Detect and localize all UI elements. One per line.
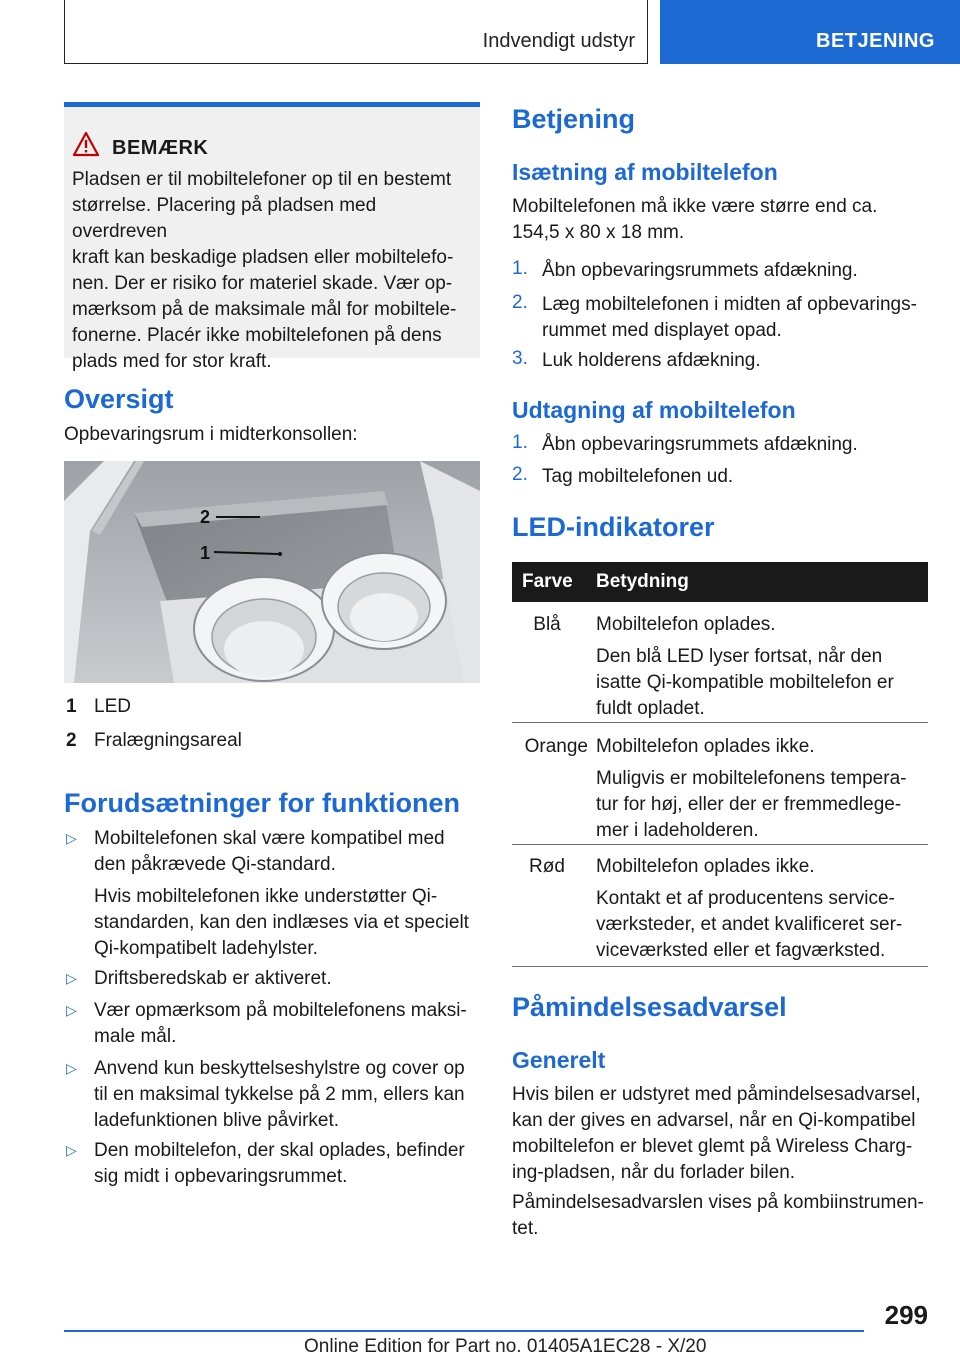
prereq-item-3: Vær opmærksom på mobiltelefonens maksi‐ male mål. — [94, 1000, 467, 1047]
forudsaetninger-heading: Forudsætninger for funktionen — [64, 788, 460, 818]
table-row-divider — [512, 966, 928, 967]
udtagning-heading: Udtagning af mobiltelefon — [512, 397, 796, 423]
triangle-bullet-icon: ▷ — [66, 1142, 77, 1158]
led-row-1-detail: Den blå LED lyser fortsat, når den isatte Qi-kompatible mobiltelefon er fuldt opladet. — [596, 646, 894, 719]
led-row-1-color: Blå — [533, 614, 561, 635]
figure-callout-1: 1 — [200, 543, 211, 563]
triangle-bullet-icon: ▷ — [66, 1060, 77, 1076]
column-header-betydning: Betydning — [596, 571, 689, 592]
table-row-divider — [512, 844, 928, 845]
step-number: 3. — [512, 348, 528, 369]
prereq-item-4: Anvend kun beskyttelseshylstre og cover op til en maksimal tykkelse på 2 mm, ellers kan ladefunktionen blive påvirket. — [94, 1058, 465, 1131]
udtagning-step-1: Åbn opbevaringsrummets afdækning. — [542, 434, 858, 455]
led-row-2-detail: Muligvis er mobiltelefonens tempera‐ tur for høj, eller der er fremmedlege‐ mer i ladeholderen. — [596, 768, 907, 841]
isaetning-step-1: Åbn opbevaringsrummets afdækning. — [542, 260, 858, 281]
warning-text: Pladsen er til mobiltelefoner op til en bestemt størrelse. Placering på pladsen med overdreven kraft kan beskadige pladsen eller mobiltelefo‐ nen. Der er risiko for materiel skade. Vær op‐ mærksom på de maksimale mål for mobiltele‐ fonerne. Placér ikke mobiltelefonen på dens plads med for stor kraft. — [72, 169, 457, 372]
header-chapter-tab — [660, 0, 960, 64]
step-number: 2. — [512, 464, 528, 485]
prereq-item-2: Driftsberedskab er aktiveret. — [94, 968, 332, 989]
caption-number-2: 2 — [66, 730, 77, 751]
udtagning-step-2: Tag mobiltelefonen ud. — [542, 466, 734, 487]
footer-edition: Online Edition for Part no. 01405A1EC28 - X/20 — [304, 1336, 707, 1357]
prereq-item-1-note: Hvis mobiltelefonen ikke understøtter Qi- standarden, kan den indlæses via et specielt Qi-kompatibelt ladehylster. — [94, 886, 469, 959]
page-number: 299 — [884, 1300, 928, 1330]
step-number: 1. — [512, 432, 528, 453]
header-section-tab — [64, 0, 648, 64]
figure-callout-2: 2 — [200, 507, 211, 527]
footer-divider — [64, 1330, 864, 1332]
led-row-3-detail: Kontakt et af producentens service‐ værksteder, et andet kvalificeret ser‐ viceværksted eller et fagværksted. — [596, 888, 903, 961]
triangle-bullet-icon: ▷ — [66, 1002, 77, 1018]
led-heading: LED-indikatorer — [512, 512, 715, 542]
generelt-heading: Generelt — [512, 1047, 606, 1073]
caption-label-2: Fralægningsareal — [94, 730, 242, 751]
column-header-farve: Farve — [522, 571, 573, 592]
paamindelse-heading: Påmindelsesadvarsel — [512, 992, 787, 1022]
led-table-header — [512, 562, 928, 602]
warning-triangle-icon — [72, 131, 100, 157]
console-storage-illustration — [64, 461, 480, 683]
prereq-item-1: Mobiltelefonen skal være kompatibel med den påkrævede Qi-standard. — [94, 828, 445, 875]
header-section-title: Indvendigt udstyr — [482, 30, 635, 52]
triangle-bullet-icon: ▷ — [66, 830, 77, 846]
paamindelse-paragraph-1: Hvis bilen er udstyret med påmindelsesadvarsel, kan der gives en advarsel, når en Qi-kompatibel mobiltelefon er blevet glemt på Wireless Charg‐ ing-pladsen, når du forlader bilen. — [512, 1084, 921, 1183]
isaetning-heading: Isætning af mobiltelefon — [512, 159, 778, 185]
paamindelse-paragraph-2: Påmindelsesadvarslen vises på kombiinstrumen‐ tet. — [512, 1192, 924, 1239]
led-row-2-main: Mobiltelefon oplades ikke. — [596, 736, 815, 757]
warning-box — [64, 102, 480, 372]
isaetning-step-3: Luk holderens afdækning. — [542, 350, 761, 371]
prereq-item-5: Den mobiltelefon, der skal oplades, befinder sig midt i opbevaringsrummet. — [94, 1140, 465, 1187]
warning-title: BEMÆRK — [112, 137, 209, 159]
oversigt-heading: Oversigt — [64, 384, 174, 414]
step-number: 2. — [512, 292, 528, 313]
led-row-3-main: Mobiltelefon oplades ikke. — [596, 856, 815, 877]
led-row-3-color: Rød — [529, 856, 565, 877]
led-row-1-main: Mobiltelefon oplades. — [596, 614, 776, 635]
led-row-2-color: Orange — [524, 736, 588, 757]
header-chapter-title: BETJENING — [816, 30, 935, 52]
isaetning-step-2: Læg mobiltelefonen i midten af opbevarings‐ rummet med displayet opad. — [542, 294, 917, 341]
betjening-heading: Betjening — [512, 104, 636, 134]
oversigt-text: Opbevaringsrum i midterkonsollen: — [64, 424, 358, 445]
table-row-divider — [512, 722, 928, 723]
step-number: 1. — [512, 258, 528, 279]
triangle-bullet-icon: ▷ — [66, 970, 77, 986]
caption-label-1: LED — [94, 696, 131, 717]
isaetning-intro: Mobiltelefonen må ikke være større end ca. 154,5 x 80 x 18 mm. — [512, 196, 878, 243]
caption-number-1: 1 — [66, 696, 77, 717]
